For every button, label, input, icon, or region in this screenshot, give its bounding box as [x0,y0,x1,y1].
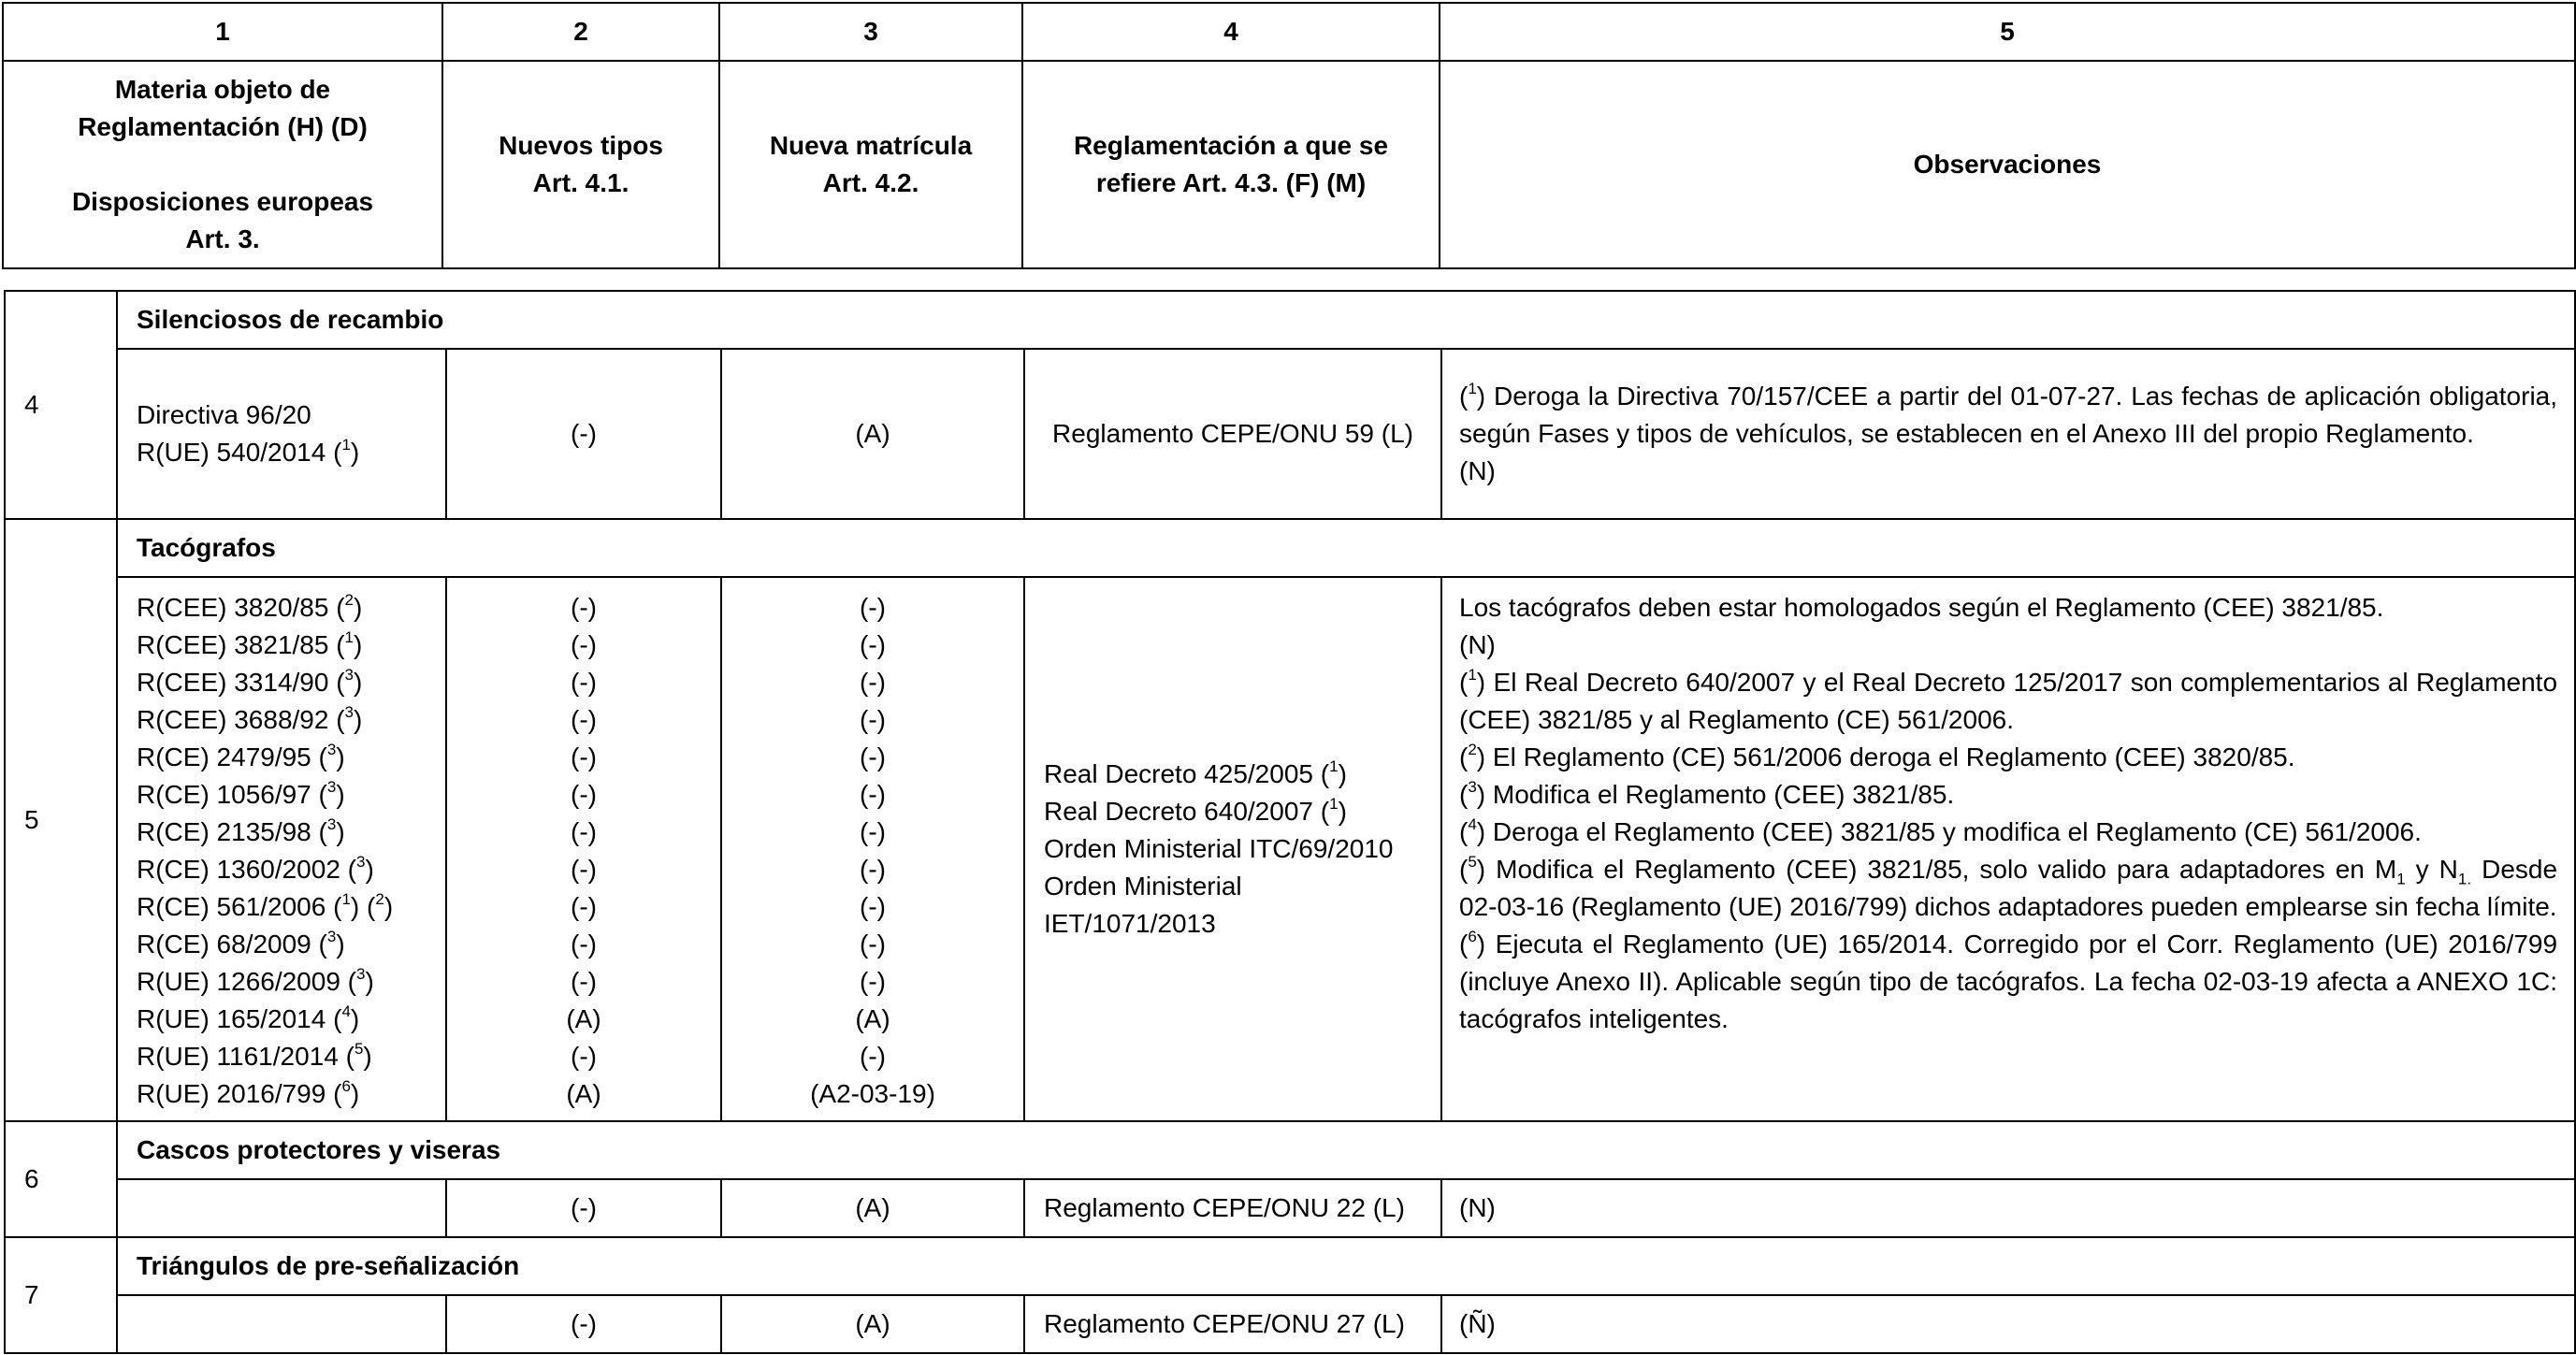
section-6-observaciones: (N) [1441,1179,2575,1237]
section-6-data-row [5,1179,2575,1237]
section-5-new-registration-6: (-) [860,780,886,809]
section-5-new-registration-12: (A) [855,1004,890,1033]
section-6-number: 6 [5,1121,117,1237]
section-6-title-row [5,1121,2575,1179]
section-5-disposiciones [117,577,446,1121]
section-4-new-types: (-) [446,349,721,519]
section-5-new-types-14: (A) [566,1079,601,1108]
section-5-new-registration-13: (-) [860,1042,886,1071]
section-5-reg-7: R(CE) 2135/98 ($^3$) [137,814,345,846]
column-title-nuevos-tipos-line1: Nuevos tipos [499,131,663,160]
column-number-row [3,3,2575,61]
section-5-title: Tacógrafos [117,519,2575,577]
section-5-reglamentacion [1024,577,1441,1121]
section-7-disposiciones [117,1295,446,1353]
section-5-reg-14: R(UE) 2016/799 ($^6$) [137,1076,360,1108]
section-7-data-row [5,1295,2575,1353]
section-5-new-registration [721,577,1024,1121]
section-5-new-registration-14: (A2-03-19) [810,1079,935,1108]
section-5-new-types-4: (-) [571,705,597,734]
regulation-table [4,290,2576,1354]
section-5-new-types-1: (-) [571,593,597,622]
section-5-number: 5 [5,519,117,1121]
section-7-title-row [5,1237,2575,1295]
section-5-reg-5: R(CE) 2479/95 ($^3$) [137,740,345,771]
section-5-new-registration-2: (-) [860,630,886,659]
column-title-row [3,61,2575,268]
section-7-number: 7 [5,1237,117,1353]
section-5-new-types-9: (-) [571,892,597,921]
column-title-nueva-matricula-line1: Nueva matrícula [769,131,973,160]
section-5-new-types-3: (-) [571,668,597,697]
section-5-new-registration-10: (-) [860,930,886,959]
section-5-new-types-5: (-) [571,742,597,771]
section-6-title: Cascos protectores y viseras [117,1121,2575,1179]
section-5-obs-note-6: ($^6$) Ejecuta el Reglamento (UE) 165/2014. Corregido por el Corr. Reglamento (UE) 2016/799 (incluye Anexo II). Aplicable según tipo de tacógrafos. La fecha 02-03-19 afecta a ANEXO 1C: tacógrafos inteligentes. [1459,927,2558,1033]
column-title-observaciones: Observaciones [1440,61,2575,268]
section-5-new-registration-1: (-) [860,593,886,622]
section-5-new-types-2: (-) [571,630,597,659]
section-5-reg-2: R(CEE) 3821/85 ($^1$) [137,627,363,659]
section-5-observaciones [1441,577,2575,1121]
section-4-title: Silenciosos de recambio [117,291,2575,349]
section-5-obs-note-2: ($^2$) El Reglamento (CE) 561/2006 deroga el Reglamento (CEE) 3820/85. [1459,740,2295,771]
section-5-new-registration-4: (-) [860,705,886,734]
section-5-reglamentacion-4: Orden Ministerial [1044,872,1242,901]
section-5-new-types [446,577,721,1121]
section-6-reglamentacion: Reglamento CEPE/ONU 22 (L) [1024,1179,1441,1237]
section-4-data-row [5,349,2575,519]
column-title-materia-line1: Materia objeto de [114,75,331,104]
section-5-reg-9: R(CE) 561/2006 ($^1$) ($^2$) [137,889,394,921]
column-title-materia [3,61,442,268]
section-5-data-row [5,577,2575,1121]
section-6-new-registration: (A) [721,1179,1024,1237]
section-5-obs-note-3: ($^3$) Modifica el Reglamento (CEE) 3821/85. [1459,777,1955,809]
column-title-nuevos-tipos-line2: Art. 4.1. [532,168,630,197]
section-5-title-row [5,519,2575,577]
section-4-observaciones [1441,349,2575,519]
section-5-reglamentacion-2: Real Decreto 640/2007 ($^1$) [1044,794,1347,826]
section-5-reg-10: R(CE) 68/2009 ($^3$) [137,927,345,959]
section-4-number: 4 [5,291,117,519]
section-4-disposiciones [117,349,446,519]
section-4-regulation: R(UE) 540/2014 ($^1$) [137,435,360,467]
section-5-reg-13: R(UE) 1161/2014 ($^5$) [137,1039,372,1071]
section-5-new-types-11: (-) [571,967,597,996]
column-number-3: 3 [719,3,1022,61]
column-title-nuevos-tipos [442,61,719,268]
section-5-reg-1: R(CEE) 3820/85 ($^2$) [137,590,363,622]
section-6-disposiciones [117,1179,446,1237]
section-7-title: Triángulos de pre-señalización [117,1237,2575,1295]
section-5-reg-4: R(CEE) 3688/92 ($^3$) [137,702,363,734]
section-5-obs-note-5: ($^5$) Modifica el Reglamento (CEE) 3821/85, solo valido para adaptadores en $M_1$ y $N_{1.}$ Desde 02-03-16 (Reglamento (UE) 2016/799) dichos adaptadores pueden emplearse sin fecha límite. [1459,852,2558,921]
section-4-directive: Directiva 96/20 [137,400,311,429]
column-number-1: 1 [3,3,442,61]
section-4-reglamentacion: Reglamento CEPE/ONU 59 (L) [1024,349,1441,519]
column-number-2: 2 [442,3,719,61]
section-5-new-registration-3: (-) [860,668,886,697]
section-5-new-registration-7: (-) [860,817,886,846]
section-5-reg-11: R(UE) 1266/2009 ($^3$) [137,964,374,996]
section-4-obs-n: (N) [1459,456,1496,485]
column-title-materia-line4: Art. 3. [185,224,260,253]
section-7-new-registration: (A) [721,1295,1024,1353]
column-title-reglamentacion [1022,61,1440,268]
section-5-new-types-10: (-) [571,930,597,959]
section-6-new-types: (-) [446,1179,721,1237]
column-header-table [2,2,2576,269]
section-5-new-types-6: (-) [571,780,597,809]
section-5-new-types-13: (-) [571,1042,597,1071]
section-5-reglamentacion-3: Orden Ministerial ITC/69/2010 [1044,834,1394,863]
section-5-reglamentacion-5: IET/1071/2013 [1044,909,1216,938]
column-title-reglamentacion-line1: Reglamentación a que se [1073,131,1389,160]
section-5-new-registration-11: (-) [860,967,886,996]
section-7-reglamentacion: Reglamento CEPE/ONU 27 (L) [1024,1295,1441,1353]
section-7-observaciones: (Ñ) [1441,1295,2575,1353]
column-title-materia-line2: Reglamentación (H) (D) [78,112,368,141]
section-5-obs-note-1: ($^1$) El Real Decreto 640/2007 y el Real Decreto 125/2017 son complementarios al Reglamento (CEE) 3821/85 y al Reglamento (CE) 561/2006. [1459,665,2558,734]
section-5-new-registration-9: (-) [860,892,886,921]
section-5-reg-12: R(UE) 165/2014 ($^4$) [137,1002,360,1033]
column-number-4: 4 [1022,3,1440,61]
section-5-new-registration-5: (-) [860,742,886,771]
section-5-reg-3: R(CEE) 3314/90 ($^3$) [137,665,363,697]
section-5-obs-p2: (N) [1459,630,1496,659]
section-5-reg-6: R(CE) 1056/97 ($^3$) [137,777,345,809]
section-5-new-registration-8: (-) [860,855,886,884]
section-5-obs-p1: Los tacógrafos deben estar homologados según el Reglamento (CEE) 3821/85. [1459,593,2384,622]
section-5-obs-note-4: ($^4$) Deroga el Reglamento (CEE) 3821/85 y modifica el Reglamento (CE) 561/2006. [1459,814,2422,846]
column-title-nueva-matricula [719,61,1022,268]
section-5-new-types-7: (-) [571,817,597,846]
section-5-new-types-12: (A) [566,1004,601,1033]
section-4-new-registration: (A) [721,349,1024,519]
section-4-obs-note: ($^1$) Deroga la Directiva 70/157/CEE a partir del 01-07-27. Las fechas de aplicación obligatoria, según Fases y tipos de vehículos, se establecen en el Anexo III del propio Reglamento. [1459,379,2558,448]
section-5-reglamentacion-1: Real Decreto 425/2005 ($^1$) [1044,757,1347,788]
column-title-nueva-matricula-line2: Art. 4.2. [822,168,919,197]
section-5-new-types-8: (-) [571,855,597,884]
section-5-reg-8: R(CE) 1360/2002 ($^3$) [137,852,374,884]
column-number-5: 5 [1440,3,2575,61]
column-title-reglamentacion-line2: refiere Art. 4.3. (F) (M) [1095,168,1367,197]
section-7-new-types: (-) [446,1295,721,1353]
section-4-title-row [5,291,2575,349]
column-title-materia-line3: Disposiciones europeas [71,187,374,216]
